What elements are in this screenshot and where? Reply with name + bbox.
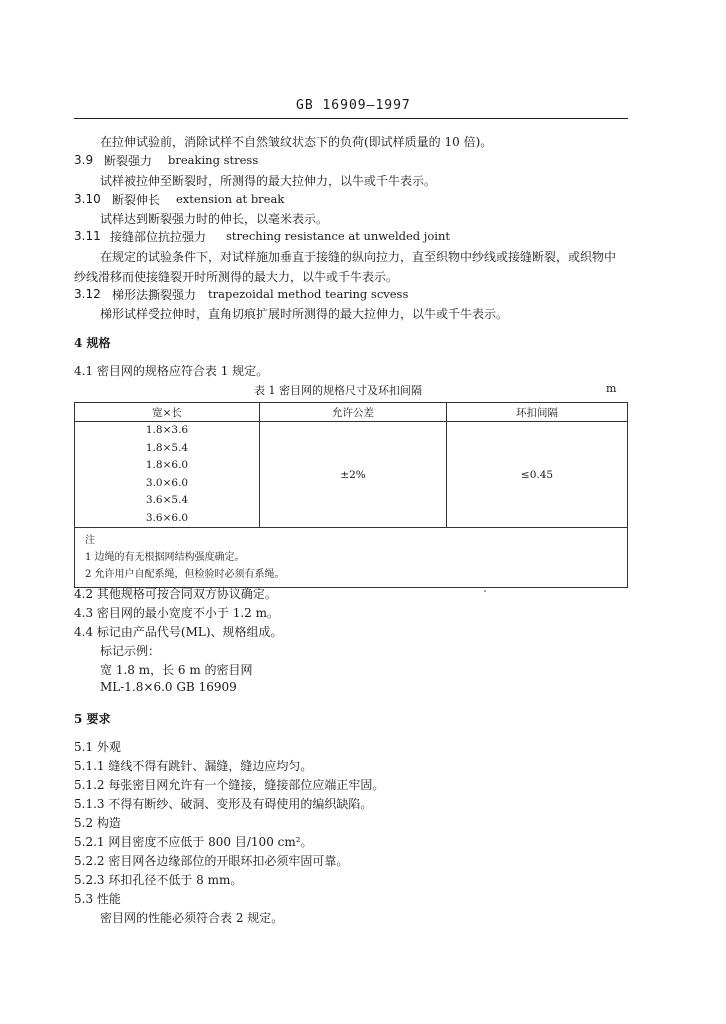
- header-rule: [74, 118, 628, 119]
- section-title-en: streching resistance at unwelded joint: [226, 229, 450, 243]
- paragraph-line: 试样达到断裂强力时的伸长，以毫米表示。: [100, 212, 329, 226]
- section-title-en: trapezoidal method tearing scvess: [208, 287, 409, 301]
- section-title-en: extension at break: [176, 192, 285, 206]
- paragraph-line: 标记示例：: [100, 644, 161, 658]
- paragraph-line: 4.3 密目网的最小宽度不小于 1.2 m。: [74, 606, 279, 620]
- paragraph-line: 试样被拉伸至断裂时，所测得的最大拉伸力，以牛或千牛表示。: [100, 174, 437, 188]
- paragraph-line: 4.4 标记由产品代号(ML)、规格组成。: [74, 625, 283, 639]
- size-value: 3.6×5.4: [145, 494, 189, 506]
- table-header: 环扣间隔: [447, 403, 628, 422]
- paragraph-line: 5.2 构造: [74, 816, 121, 830]
- paragraph-line: 5.1.2 每张密目网允许有一个缝接，缝接部位应端正牢固。: [74, 778, 385, 792]
- paragraph-line: 5.3 性能: [74, 892, 121, 906]
- spacing-value: ≤0.45: [447, 422, 628, 528]
- table-caption: 表 1 密目网的规格尺寸及环扣间隔: [254, 384, 422, 397]
- paragraph-line: 4.1 密目网的规格应符合表 1 规定。: [74, 364, 269, 378]
- paragraph-line: 5.2.3 环扣孔径不低于 8 mm。: [74, 873, 243, 887]
- size-list: [75, 422, 260, 528]
- table-header: 宽×长: [75, 403, 260, 422]
- size-value: 3.0×6.0: [145, 476, 189, 489]
- paragraph-line: 在规定的试验条件下，对试样施加垂直于接缝的纵向拉力，直至织物中纱线或接缝断裂，或织物中: [100, 250, 617, 264]
- paragraph-line: 宽 1.8 m，长 6 m 的密目网: [100, 663, 253, 677]
- section-title: 梯形法撕裂强力: [112, 288, 197, 302]
- scan-speck: [484, 590, 486, 592]
- size-value: 3.6×6.0: [145, 511, 189, 524]
- section-number: 3.10: [74, 192, 101, 206]
- document-header: GB 16909—1997: [296, 98, 411, 113]
- paragraph-line: 5.1 外观: [74, 740, 121, 754]
- section-number: 3.11: [74, 229, 101, 243]
- paragraph-line: 5.1.1 缝线不得有跳针、漏缝，缝边应均匀。: [74, 759, 313, 773]
- paragraph-line: 5.2.2 密目网各边缘部位的开眼环扣必须牢固可靠。: [74, 854, 349, 868]
- section-number: 3.9: [74, 153, 94, 167]
- paragraph-line: 密目网的性能必须符合表 2 规定。: [100, 911, 284, 925]
- section-title: 断裂强力: [104, 154, 153, 168]
- paragraph-line: 梯形试样受拉伸时，直角切痕扩展时所测得的最大拉伸力，以牛或千牛表示。: [100, 307, 509, 321]
- section-title-en: breaking stress: [168, 153, 259, 167]
- section-title: 断裂伸长: [112, 193, 161, 207]
- table-notes: [75, 528, 628, 588]
- section-number: 3.12: [74, 287, 101, 301]
- note-item: 2 允许用户自配系绳，但检验时必须有系绳。: [85, 569, 285, 580]
- paragraph-line: 4.2 其他规格可按合同双方协议确定。: [74, 587, 277, 601]
- table-unit: m: [606, 382, 617, 395]
- section-heading: 4 规格: [74, 336, 111, 350]
- section-heading: 5 要求: [74, 712, 111, 726]
- paragraph-line: 5.1.3 不得有断纱、破洞、变形及有碍使用的编织缺陷。: [74, 797, 373, 811]
- note-item: 1 边绳的有无根据网结构强度确定。: [85, 552, 245, 563]
- spec-table: [74, 402, 628, 588]
- size-value: 1.8×6.0: [145, 459, 189, 471]
- note-title: 注: [85, 535, 95, 546]
- paragraph-line: 纱线滑移而使接缝裂开时所测得的最大力，以牛或千牛表示。: [74, 270, 399, 284]
- paragraph-line: 5.2.1 网目密度不应低于 800 目/100 cm²。: [74, 835, 313, 849]
- table-header: 允许公差: [260, 403, 447, 422]
- paragraph-line: 在拉伸试验前，消除试样不自然皱纹状态下的负荷(即试样质量的 10 倍)。: [100, 135, 493, 149]
- size-value: 1.8×5.4: [145, 441, 189, 454]
- section-title: 接缝部位抗拉强力: [110, 230, 207, 244]
- size-value: 1.8×3.6: [145, 424, 189, 436]
- tolerance-value: ±2%: [260, 422, 447, 528]
- paragraph-line: ML-1.8×6.0 GB 16909: [100, 680, 237, 694]
